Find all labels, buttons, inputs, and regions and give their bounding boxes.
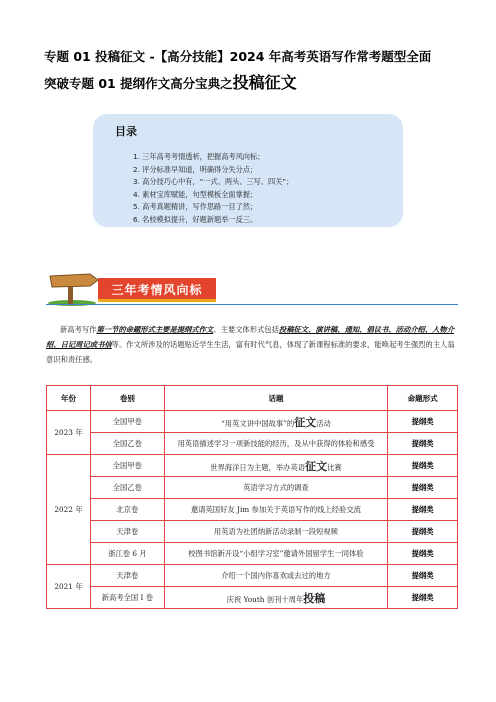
table-row: [47, 587, 458, 609]
signpost-icon: [46, 272, 102, 306]
paper-cell: 全国乙卷: [90, 477, 164, 499]
paper-cell: 北京卷: [90, 499, 164, 521]
topic-cell: 邀请英国好友 Jim 参加关于英语写作的线上经验交流: [164, 499, 387, 521]
topic-cell: 英语学习方式的调查: [164, 477, 387, 499]
topic-keyword: 征文: [294, 415, 317, 429]
table-row: [47, 477, 458, 499]
paper-cell: 全国甲卷: [90, 455, 164, 477]
paper-cell: 浙江卷 6 月: [90, 543, 164, 565]
table-row: [47, 455, 458, 477]
intro-paragraph: [46, 322, 456, 367]
table-row: [47, 543, 458, 565]
toc-item: 1. 三年高考考情透析，把握高考风向标；: [133, 152, 265, 161]
topic-keyword: 投稿: [303, 591, 326, 605]
toc-item: 2. 评分标准早知道，明确得分失分点；: [133, 164, 258, 174]
paper-cell: 天津卷: [90, 565, 164, 587]
format-cell: 提纲类: [388, 477, 458, 499]
topic-text: “用英文讲中国故事”的: [221, 418, 295, 428]
toc-item: 5. 高考真题精讲，写作思路一目了然；: [133, 202, 258, 212]
year-cell: 2022 年: [47, 455, 91, 565]
table-row: [47, 499, 458, 521]
toc-title: 目录: [115, 125, 137, 138]
section-divider: [46, 304, 458, 305]
document-title: [44, 44, 464, 97]
header-paper: 卷别: [90, 386, 164, 411]
paper-cell: 全国甲卷: [90, 411, 164, 433]
table-row: [47, 433, 458, 455]
table-header-row: [47, 386, 458, 411]
topic-cell: 用英语为社团纳新活动录制一段短视频: [164, 521, 387, 543]
topic-text: 活动: [316, 418, 331, 428]
intro-text-1: 新高考写作: [60, 325, 97, 334]
topic-keyword: 征文: [305, 459, 328, 473]
format-cell: 提纲类: [388, 543, 458, 565]
header-format: 命题形式: [388, 386, 458, 411]
format-cell: 提纲类: [388, 521, 458, 543]
toc-list: [133, 151, 293, 227]
toc-item: 6. 名校模拟提升，好题新题举一反三。: [133, 214, 258, 224]
toc-item: 3. 高分技巧心中有，“一式、两头、三写、四关”；: [133, 177, 294, 187]
section-badge: 三年考情风向标: [98, 278, 216, 302]
year-cell: 2023 年: [47, 411, 91, 455]
topic-cell: [164, 587, 387, 609]
year-cell: 2021 年: [47, 565, 91, 609]
format-cell: 提纲类: [388, 499, 458, 521]
topic-cell: [164, 455, 387, 477]
format-cell: 提纲类: [388, 565, 458, 587]
topic-cell: 用英语描述学习一项新技能的经历，及从中获得的体验和感受: [164, 433, 387, 455]
header-topic: 话题: [164, 386, 387, 411]
intro-emphasis-1: 第一节的命题形式主要是提纲式作文: [96, 325, 214, 334]
title-line-2: [44, 70, 464, 97]
title-line-2-highlight: 投稿征文: [232, 73, 297, 92]
topic-text: 世界海洋日为主题，举办英语: [210, 462, 306, 472]
title-line-2-prefix: 突破专题 01 提纲作文高分宝典之: [44, 76, 233, 91]
table-of-contents: [93, 114, 403, 227]
format-cell: 提纲类: [388, 411, 458, 433]
intro-emphasis-2: 投稿征文、演讲稿、通知、倡议书、活动介绍、人物介绍、日记周记或书信: [46, 325, 455, 349]
topic-text: 庆祝 Youth 创刊十周年: [226, 594, 304, 604]
paper-cell: 全国乙卷: [90, 433, 164, 455]
title-line-1: 专题 01 投稿征文 -【高分技能】2024 年高考英语写作常考题型全面: [44, 49, 432, 64]
intro-text-3: 等。作文所涉及的话题贴近学生生活，富有时代气息，体现了新课程标准的要求，能唤起考生强烈的主人翁意识和责任感。: [46, 340, 455, 364]
format-cell: 提纲类: [388, 587, 458, 609]
intro-text-2: 。主要文体形式包括: [213, 325, 279, 334]
topic-cell: [164, 411, 387, 433]
section-header: [46, 272, 216, 306]
topic-text: 比赛: [327, 462, 342, 472]
paper-cell: 新高考全国 I 卷: [90, 587, 164, 609]
table-row: [47, 565, 458, 587]
topic-cell: 介绍一个国内你喜欢或去过的地方: [164, 565, 387, 587]
format-cell: 提纲类: [388, 455, 458, 477]
table-row: [47, 411, 458, 433]
paper-cell: 天津卷: [90, 521, 164, 543]
toc-item: 4. 素材宝库赋能，句型模板全面掌握；: [133, 189, 258, 199]
exam-table: [46, 385, 458, 609]
topic-cell: 校图书馆新开设“小组学习室”邀请外国留学生一同体验: [164, 543, 387, 565]
table-row: [47, 521, 458, 543]
format-cell: 提纲类: [388, 433, 458, 455]
header-year: 年份: [47, 386, 91, 411]
